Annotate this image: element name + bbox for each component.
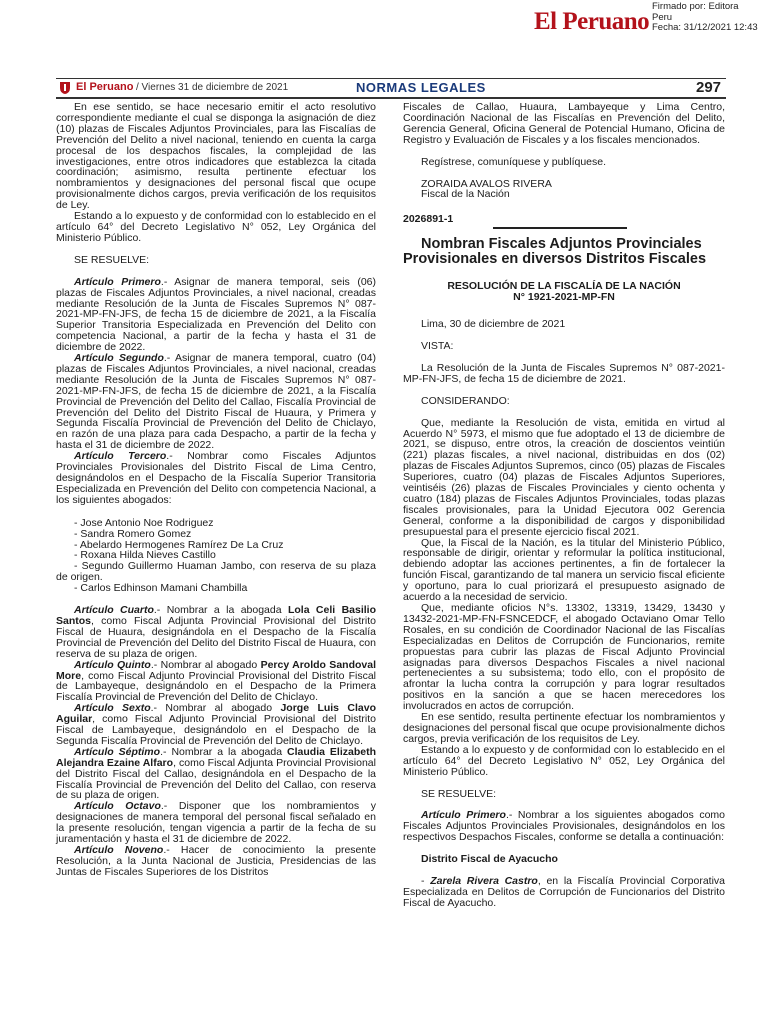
- paragraph: En ese sentido, resulta pertinente efectuar los nombramientos y designaciones del personal fiscal que ocupe provisionalmente dichos cargos, previa verificación de los requisitos de Ley.: [403, 711, 725, 745]
- article-text: .- Nombrar al abogado: [150, 702, 281, 715]
- article-text: .- Asignar de manera temporal, seis (06) plazas de Fiscales Adjuntos Provinciales, a nivel nacional, creadas mediante Resolución de la Junta de Fiscales Supremos N° 087-2021-MP-FN-JFS, de fecha 15 de diciembre de 2021, a la Fiscalía Superior Transitoria Especializada en Prevención del Delito con competencia Nacional, a partir de la fecha y hasta el 31 de diciembre de 2022.: [56, 275, 376, 354]
- article-paragraph: [56, 277, 376, 353]
- signature-line: Firmado por: Editora: [652, 1, 739, 12]
- paragraph: Que, mediante la Resolución de vista, emitida en virtud al Acuerdo N° 5973, el mismo que fue adoptado el 13 de diciembre de 2021, se dispuso, entre otros, la creación de doscientos veintiún (221) plazas fiscales, a nivel nacional, distribuidas en dos (02) plazas de Fiscales Adjuntos Supremos, cinco (05) plazas de Fiscales Superiores, cuatro (04) plazas de Fiscales Adjuntos Superiores, veintiséis (26) plazas de Fiscales Provinciales y ciento ochenta y cuatro (184) plazas de Fiscales Adjuntos Provinciales, todas plazas fiscales provisionales, para la Unidad Ejecutora 002 Gerencia General, conforme a la disponibilidad de cargos y disponibilidad presupuestal para el presente ejercicio fiscal 2021.: [403, 416, 725, 538]
- signer-title: Fiscal de la Nación: [421, 188, 510, 201]
- article-text: .- Nombrar al abogado: [150, 658, 261, 671]
- person-name: Claudia Elizabeth Alejandra Ezaine Alfaro: [56, 745, 377, 769]
- article-text: , como Fiscal Adjunto Provincial Provisional del Distrito Fiscal de Lambayeque, designándolo en el Despacho de la Primera Fiscalía Provincial de Prevención del Delito de Chiclayo.: [56, 669, 376, 704]
- vista-heading: VISTA:: [421, 339, 454, 352]
- coat-of-arms-icon: [58, 81, 72, 95]
- article-text: , en la Fiscalía Provincial Corporativa Especializada en Delitos de Corrupción de Funcionarios del Distrito Fiscal de Ayacucho.: [403, 875, 725, 909]
- article-text: .- Disponer que los nombramientos y designaciones de manera temporal del personal fiscal señalado en la presente resolución, tengan vigencia a partir de la fecha de su juramentación y hasta el 31 de diciembre de 2022.: [56, 800, 376, 846]
- article-label: Artículo Primero: [421, 809, 506, 822]
- person-name: Percy Aroldo Sandoval More: [56, 658, 376, 682]
- article-paragraph: [56, 660, 376, 704]
- article-text: , como Fiscal Adjunta Provincial Provisional del Distrito Fiscal del Callao, designándola en el Despacho de la Fiscalía Provincial de Prevención del Delito del Callao, con reserva de su plaza de origen.: [56, 756, 376, 802]
- page-number: 297: [696, 79, 722, 96]
- paragraph: En ese sentido, se hace necesario emitir el acto resolutivo correspondiente mediante el cual se disponga la asignación de diez (10) plazas de Fiscales Adjuntos Provinciales, para las Fiscalías de Prevención del Delito a nivel nacional, teniendo en cuenta la carga procesal de los despachos fiscales, la complejidad de las investigaciones, entre otros indicadores que establezca la citada coordinación; asimismo, resulta pertinente efectuar los nombramientos y designaciones del personal fiscal que ocupe provisionalmente dichos cargos, previa verificación de los requisitos de Ley.: [56, 101, 376, 212]
- article-label: Artículo Cuarto: [74, 604, 154, 617]
- list-item: - Segundo Guillermo Huaman Jambo, con reserva de su plaza de origen.: [56, 560, 376, 584]
- closing-formula: Regístrese, comuníquese y publíquese.: [421, 155, 607, 168]
- resolution-number: N° 1921-2021-MP-FN: [513, 291, 615, 304]
- article-text: .- Nombrar a los siguientes abogados como Fiscales Adjuntos Provinciales Provisionales, designándolos en los respectivos Despachos Fiscales, conforme se detalla a continuación:: [403, 809, 725, 844]
- article-text: .- Nombrar a la abogada: [160, 745, 288, 758]
- list-item: - Roxana Hilda Nieves Castillo: [74, 549, 216, 562]
- article-label: Artículo Quinto: [74, 658, 151, 671]
- article-paragraph: [56, 845, 376, 878]
- newspaper-logo: El Peruano: [534, 8, 650, 35]
- article-paragraph: [403, 810, 725, 843]
- left-column: [56, 102, 376, 878]
- list-dash: -: [421, 875, 431, 888]
- section-divider: [493, 227, 627, 229]
- digital-signature: [652, 2, 758, 34]
- paragraph: Fiscales de Callao, Huaura, Lambayeque y Lima Centro, Coordinación Nacional de las Fiscalías en Prevención del Delito, Gerencia General, Oficina General de Potencial Humano, Oficina de Registro y Evaluación de Fiscales y a los fiscales mencionados.: [403, 101, 725, 146]
- section-title: NORMAS LEGALES: [356, 80, 486, 95]
- article-text: .- Nombrar como Fiscales Adjuntos Provinciales Provisionales del Distrito Fiscal de Lima Centro, designándolos en el Despacho de la Fiscalía Superior Transitoria Especializada en Prevención del Delito con competencia Nacional, a los siguientes abogados:: [56, 450, 376, 506]
- se-resuelve-heading: SE RESUELVE:: [74, 253, 150, 266]
- article-text: , como Fiscal Adjunta Provincial Provisional del Distrito Fiscal de Huaura, designándola en el Despacho de la Fiscalía Provincial de Prevención del Delito del Distrito Fiscal de Huaura, con reserva de su plaza de origen.: [56, 614, 376, 660]
- top-banner: [0, 0, 768, 75]
- article-text: .- Hacer de conocimiento la presente Resolución, a la Junta Nacional de Justicia, Presidencias de las Juntas de Fiscales Superiores de los Distritos: [56, 844, 376, 878]
- page-header: [56, 78, 726, 98]
- right-column: [403, 102, 725, 909]
- list-item: - Jose Antonio Noe Rodriguez: [74, 516, 214, 529]
- article-label: Artículo Noveno: [74, 844, 164, 856]
- header-rule: [56, 78, 726, 79]
- article-text: .- Asignar de manera temporal, cuatro (04) plazas de Fiscales Adjuntos Provinciales, a nivel nacional, creadas mediante Resolución de la Junta de Fiscales Supremos N° 087-2021-MP-FN-JFS, de fecha 15 de diciembre de 2021, a la Fiscalía Provincial de Prevención del Delito del Callao, Fiscalía Provincial de Prevención del Delito del Distrito Fiscal de Huaura, y Primera y Segunda Fiscalía Provincial de Prevención del Delito de Chiclayo, en razón de una plaza para cada Despacho, a partir de la fecha y hasta el 31 de diciembre de 2022.: [56, 352, 376, 452]
- place-date: Lima, 30 de diciembre de 2021: [421, 318, 566, 331]
- list-item: - Sandra Romero Gomez: [74, 527, 192, 540]
- person-name: Zarela Rivera Castro: [430, 875, 538, 888]
- district-heading: Distrito Fiscal de Ayacucho: [421, 853, 558, 866]
- person-name: Jorge Luis Clavo Aguilar: [56, 702, 376, 726]
- list-item: - Carlos Edhinson Mamani Chambilla: [74, 582, 248, 595]
- se-resuelve-heading: SE RESUELVE:: [421, 787, 497, 800]
- paragraph: Estando a lo expuesto y de conformidad con lo establecido en el artículo 64° del Decreto Legislativo N° 052, Ley Orgánica del Ministerio Público.: [56, 210, 376, 244]
- article-label: Artículo Séptimo: [74, 745, 161, 758]
- list-item: [403, 876, 725, 909]
- document-title: Nombran Fiscales Adjuntos Provinciales Provisionales en diversos Distritos Fiscales: [403, 236, 707, 268]
- list-item: - Abelardo Hermogenes Ramírez De La Cruz: [74, 538, 284, 551]
- paragraph: La Resolución de la Junta de Fiscales Supremos N° 087-2021-MP-FN-JFS, de fecha 15 de diciembre de 2021.: [403, 361, 725, 385]
- paragraph: Que, la Fiscal de la Nación, es la titular del Ministerio Público, responsable de dirigir, orientar y reformular la política institucional, debiendo adoptar las acciones pertinentes, a fin de fortalecer la función Fiscal, garantizando de tal manera un servicio fiscal eficiente y oportuno, para lo cual priorizará el presupuesto asignado de acuerdo a la necesidad de servicio.: [403, 536, 725, 604]
- article-paragraph: [56, 451, 376, 506]
- article-label: Artículo Primero: [74, 275, 161, 288]
- article-label: Artículo Tercero: [74, 450, 167, 463]
- names-list: [56, 518, 376, 594]
- header-logo: El Peruano: [76, 81, 134, 93]
- article-label: Artículo Segundo: [74, 352, 164, 365]
- paragraph: Que, mediante oficios N°s. 13302, 13319, 13429, 13430 y 13432-2021-MP-FN-FSNCEDCF, el abogado Octaviano Omar Tello Rosales, en su condición de Coordinador Nacional de las Fiscalías Especializadas en Delitos de Corrupción de Funcionarios, remite propuestas para cubrir las plazas de Fiscal Adjunto Provincial asignadas para diversos Despachos Fiscales a nivel nacional pertenecientes a su subsistema; todo ello, con el propósito de afrontar la lucha contra la corrupción y para lograr resultados positivos en la sanción a que se hacen merecedores los involucrados en actos de corrupción.: [403, 602, 725, 713]
- article-paragraph: [56, 747, 376, 802]
- signer-name: ZORAIDA AVALOS RIVERA: [421, 177, 552, 190]
- article-label: Artículo Octavo: [74, 800, 161, 813]
- header-rule: [56, 97, 726, 99]
- resolution-title: RESOLUCIÓN DE LA FISCALÍA DE LA NACIÓN: [447, 280, 681, 293]
- article-paragraph: [56, 353, 376, 451]
- signature-line: Peru: [652, 11, 673, 23]
- paragraph: Estando a lo expuesto y de conformidad con lo establecido en el artículo 64° del Decreto Legislativo N° 052, Ley Orgánica del Ministerio Público.: [403, 743, 725, 778]
- header-date: / Viernes 31 de diciembre de 2021: [136, 82, 289, 93]
- article-text: .- Nombrar a la abogada: [153, 604, 288, 617]
- person-name: Lola Celi Basilio Santos: [56, 604, 377, 627]
- publication-code: 2026891-1: [403, 213, 454, 226]
- article-paragraph: [56, 801, 376, 845]
- article-text: , como Fiscal Adjunto Provincial Provisional del Distrito Fiscal de Lambayeque, designándolo en el Despacho de la Segunda Fiscalía Provincial de Prevención del Delito de Chiclayo.: [56, 713, 376, 747]
- article-paragraph: [56, 605, 376, 660]
- signature-line: Fecha: 31/12/2021 12:43: [652, 22, 758, 33]
- considerando-heading: CONSIDERANDO:: [421, 394, 510, 407]
- article-paragraph: [56, 703, 376, 747]
- article-label: Artículo Sexto: [74, 702, 151, 715]
